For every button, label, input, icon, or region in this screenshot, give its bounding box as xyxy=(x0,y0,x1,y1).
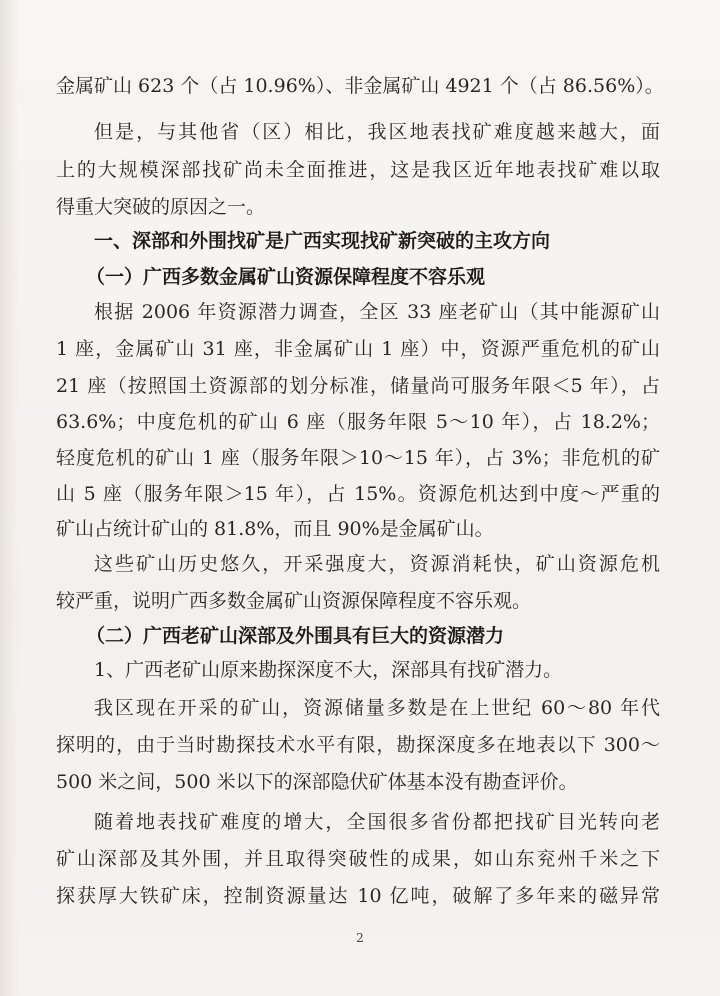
text-line: 但是，与其他省（区）相比，我区地表找矿难度越来越大，面 xyxy=(94,121,660,143)
text-line: 山 5 座（服务年限＞15 年），占 15%。资源危机达到中度～严重的 xyxy=(56,483,660,505)
page-edge-shadow xyxy=(0,0,18,996)
subsection-heading: （一）广西多数金属矿山资源保障程度不容乐观 xyxy=(86,266,486,288)
text-line: 探明的，由于当时勘探技术水平有限，勘探深度多在地表以下 300～ xyxy=(56,734,660,756)
text-line: 63.6%；中度危机的矿山 6 座（服务年限 5～10 年），占 18.2%； xyxy=(56,411,660,433)
text-line: 矿山深部及其外围，并且取得突破性的成果，如山东兖州千米之下 xyxy=(56,848,660,870)
text-line: 根据 2006 年资源潜力调查，全区 33 座老矿山（其中能源矿山 xyxy=(94,301,660,323)
text-line: 1 座，金属矿山 31 座，非金属矿山 1 座）中，资源严重危机的矿山 xyxy=(56,338,660,360)
text-line: 我区现在开采的矿山，资源储量多数是在上世纪 60～80 年代 xyxy=(94,697,660,719)
text-line: 1、广西老矿山原来勘探深度不大，深部具有找矿潜力。 xyxy=(94,659,563,681)
text-line: 随着地表找矿难度的增大，全国很多省份都把找矿目光转向老 xyxy=(94,811,660,833)
text-line: 探获厚大铁矿床，控制资源量达 10 亿吨，破解了多年来的磁异常 xyxy=(56,885,660,907)
text-line: 21 座（按照国土资源部的划分标准，储量尚可服务年限＜5 年），占 xyxy=(56,375,660,397)
page-number: 2 xyxy=(356,931,364,945)
text-line: 这些矿山历史悠久，开采强度大，资源消耗快，矿山资源危机 xyxy=(94,553,660,575)
text-line: 500 米之间，500 米以下的深部隐伏矿体基本没有勘查评价。 xyxy=(56,771,578,793)
text-line: 得重大突破的原因之一。 xyxy=(56,196,266,218)
text-line: 上的大规模深部找矿尚未全面推进，这是我区近年地表找矿难以取 xyxy=(56,159,660,181)
text-line: 矿山占统计矿山的 81.8%，而且 90%是金属矿山。 xyxy=(56,518,494,540)
text-line: 较严重，说明广西多数金属矿山资源保障程度不容乐观。 xyxy=(56,590,532,612)
text-line: 金属矿山 623 个（占 10.96%）、非金属矿山 4921 个（占 86.56%）。 xyxy=(56,75,664,97)
subsection-heading: （二）广西老矿山深部及外围具有巨大的资源潜力 xyxy=(86,625,505,647)
text-line: 轻度危机的矿山 1 座（服务年限＞10～15 年），占 3%；非危机的矿 xyxy=(56,447,660,469)
section-heading: 一、深部和外围找矿是广西实现找矿新突破的主攻方向 xyxy=(94,230,551,252)
